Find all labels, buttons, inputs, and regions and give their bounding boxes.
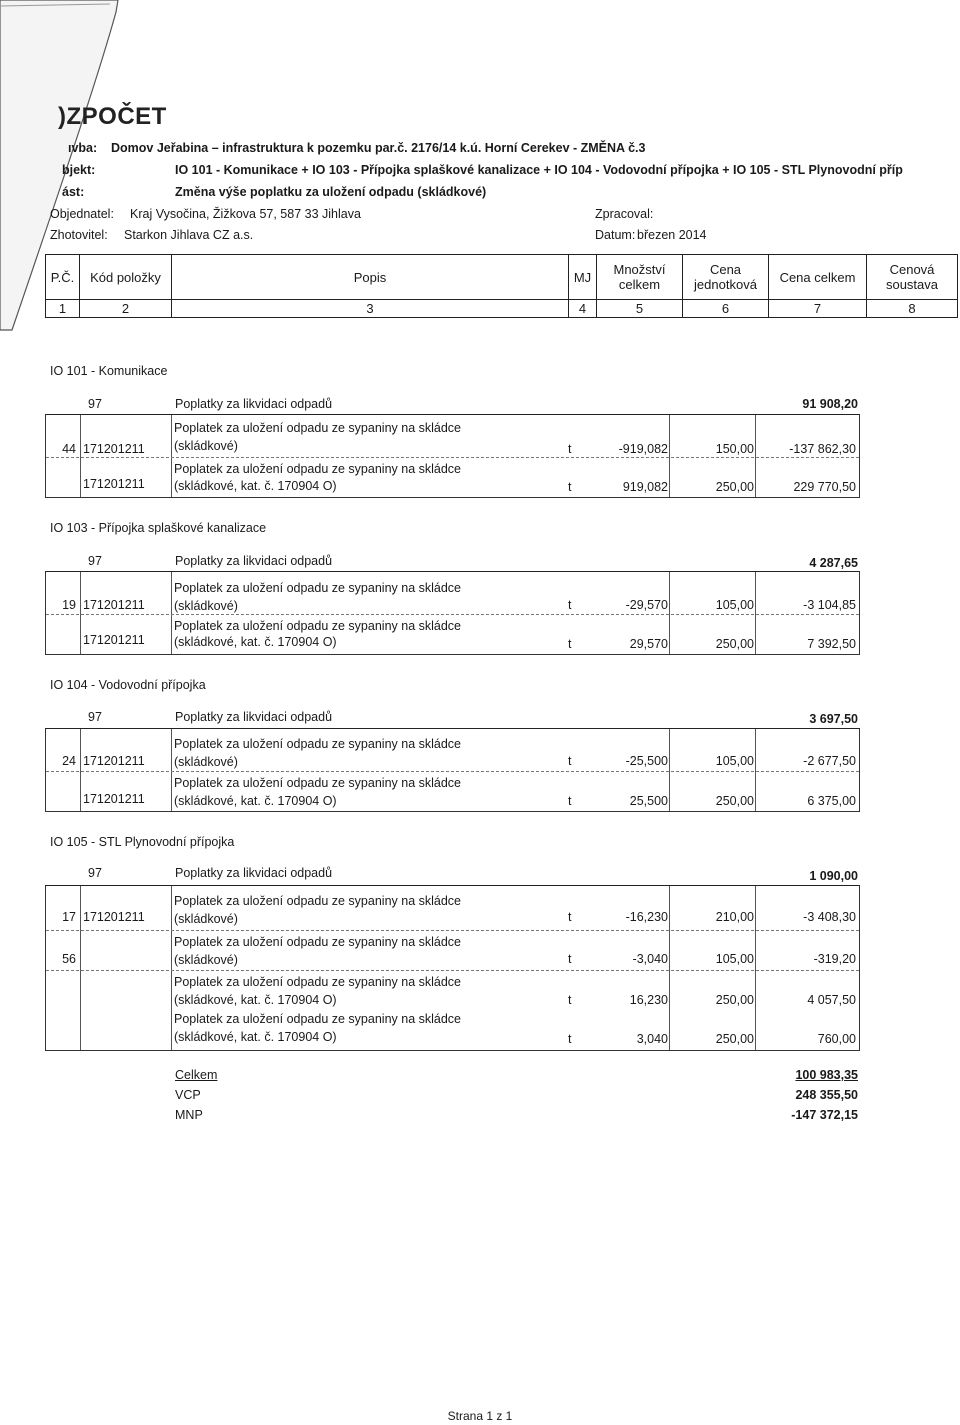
col-cena-c: Cena celkem <box>769 255 867 300</box>
group-total: 4 287,65 <box>809 556 858 570</box>
table-row: 19 171201211 Poplatek za uložení odpadu ze sypaniny na skládce (skládkové) t -29,570 105,00 -3 104,85 <box>62 581 856 613</box>
table-row: 56 Poplatek za uložení odpadu ze sypaniny na skládce (skládkové) t -3,040 105,00 -319,20 <box>46 930 859 969</box>
total-vcp-value: 248 355,50 <box>795 1088 858 1102</box>
table-row: 171201211 Poplatek za uložení odpadu ze sypaniny na skládce (skládkové, kat. č. 170904 O) t 25,500 250,00 6 375,00 <box>46 771 859 810</box>
items-table <box>45 414 860 498</box>
col-num: 4 <box>569 300 597 318</box>
total-celkem-value: 100 983,35 <box>795 1068 858 1082</box>
zpracoval-label: Zpracoval: <box>595 207 654 221</box>
col-cena-j: Cena jednotková <box>683 255 769 300</box>
col-num: 3 <box>172 300 569 318</box>
group-total: 91 908,20 <box>802 397 858 411</box>
items-table <box>45 728 860 812</box>
items-table <box>45 571 860 655</box>
col-num: 1 <box>46 300 80 318</box>
col-num: 5 <box>597 300 683 318</box>
page-footer: Strana 1 z 1 <box>447 1409 513 1423</box>
zhotovitel-value: Starkon Jihlava CZ a.s. <box>124 228 254 242</box>
stavba-value: Domov Jeřabina – infrastruktura k pozemku par.č. 2176/14 k.ú. Horní Cerekev - ZMĚNA č.3 <box>111 141 646 155</box>
col-kod: Kód položky <box>80 255 172 300</box>
table-row: 17 171201211 Poplatek za uložení odpadu ze sypaniny na skládce (skládkové) t -16,230 210,00 -3 408,30 <box>62 894 856 926</box>
datum-label: Datum: <box>595 228 636 242</box>
col-num: 2 <box>80 300 172 318</box>
total-mnp-label: MNP <box>175 1108 203 1122</box>
group-code: 97 <box>88 866 102 880</box>
table-row: 171201211 Poplatek za uložení odpadu ze sypaniny na skládce (skládkové, kat. č. 170904 O) t 29,570 250,00 7 392,50 <box>46 614 859 653</box>
section-title: IO 104 - Vodovodní přípojka <box>50 678 206 692</box>
column-header-table <box>45 254 958 318</box>
table-row: Poplatek za uložení odpadu ze sypaniny na skládce (skládkové, kat. č. 170904 O) t 3,040 250,00 760,00 <box>174 1012 856 1046</box>
objednatel-value: Kraj Vysočina, Žižkova 57, 587 33 Jihlava <box>130 207 361 221</box>
stavba-label: ıvba: <box>68 141 98 155</box>
col-num: 6 <box>683 300 769 318</box>
group-total: 3 697,50 <box>809 712 858 726</box>
group-name: Poplatky za likvidaci odpadů <box>175 397 333 411</box>
group-code: 97 <box>88 710 102 724</box>
table-row: Poplatek za uložení odpadu ze sypaniny na skládce (skládkové, kat. č. 170904 O) t 16,230 250,00 4 057,50 <box>46 970 859 1009</box>
col-num: 8 <box>867 300 958 318</box>
total-vcp-label: VCP <box>175 1088 201 1102</box>
total-mnp-value: -147 372,15 <box>791 1108 858 1122</box>
col-popis: Popis <box>172 255 569 300</box>
section-title: IO 105 - STL Plynovodní přípojka <box>50 835 235 849</box>
col-soustava: Cenová soustava <box>867 255 958 300</box>
datum-value: březen 2014 <box>637 228 707 242</box>
objednatel-label: Objednatel: <box>50 207 114 221</box>
table-row: 44 171201211 Poplatek za uložení odpadu ze sypaniny na skládce (skládkové) t -919,082 150,00 -137 862,30 <box>62 421 856 456</box>
objekt-label: bjekt: <box>62 163 96 177</box>
group-code: 97 <box>88 554 102 568</box>
col-pc: P.Č. <box>46 255 80 300</box>
cast-value: Změna výše poplatku za uložení odpadu (skládkové) <box>175 185 487 199</box>
group-name: Poplatky za likvidaci odpadů <box>175 710 333 724</box>
group-name: Poplatky za likvidaci odpadů <box>175 866 333 880</box>
document-title: )ZPOČET <box>58 103 167 130</box>
total-celkem-label: Celkem <box>175 1068 218 1082</box>
zhotovitel-label: Zhotovitel: <box>50 228 108 242</box>
section-title: IO 103 - Přípojka splaškové kanalizace <box>50 521 267 535</box>
table-row: 171201211 Poplatek za uložení odpadu ze sypaniny na skládce (skládkové, kat. č. 170904 O) t 919,082 250,00 229 770,50 <box>46 457 859 496</box>
group-code: 97 <box>88 397 102 411</box>
table-row: 24 171201211 Poplatek za uložení odpadu ze sypaniny na skládce (skládkové) t -25,500 105,00 -2 677,50 <box>62 737 856 769</box>
group-total: 1 090,00 <box>809 869 858 883</box>
items-table <box>45 885 860 1051</box>
col-mnozstvi: Množství celkem <box>597 255 683 300</box>
col-mj: MJ <box>569 255 597 300</box>
col-num: 7 <box>769 300 867 318</box>
cast-label: ást: <box>62 185 85 199</box>
objekt-value: IO 101 - Komunikace + IO 103 - Přípojka splaškové kanalizace + IO 104 - Vodovodní přípojka + IO 105 - STL Plynovodní příp <box>175 163 903 177</box>
group-name: Poplatky za likvidaci odpadů <box>175 554 333 568</box>
section-title: IO 101 - Komunikace <box>50 364 168 378</box>
